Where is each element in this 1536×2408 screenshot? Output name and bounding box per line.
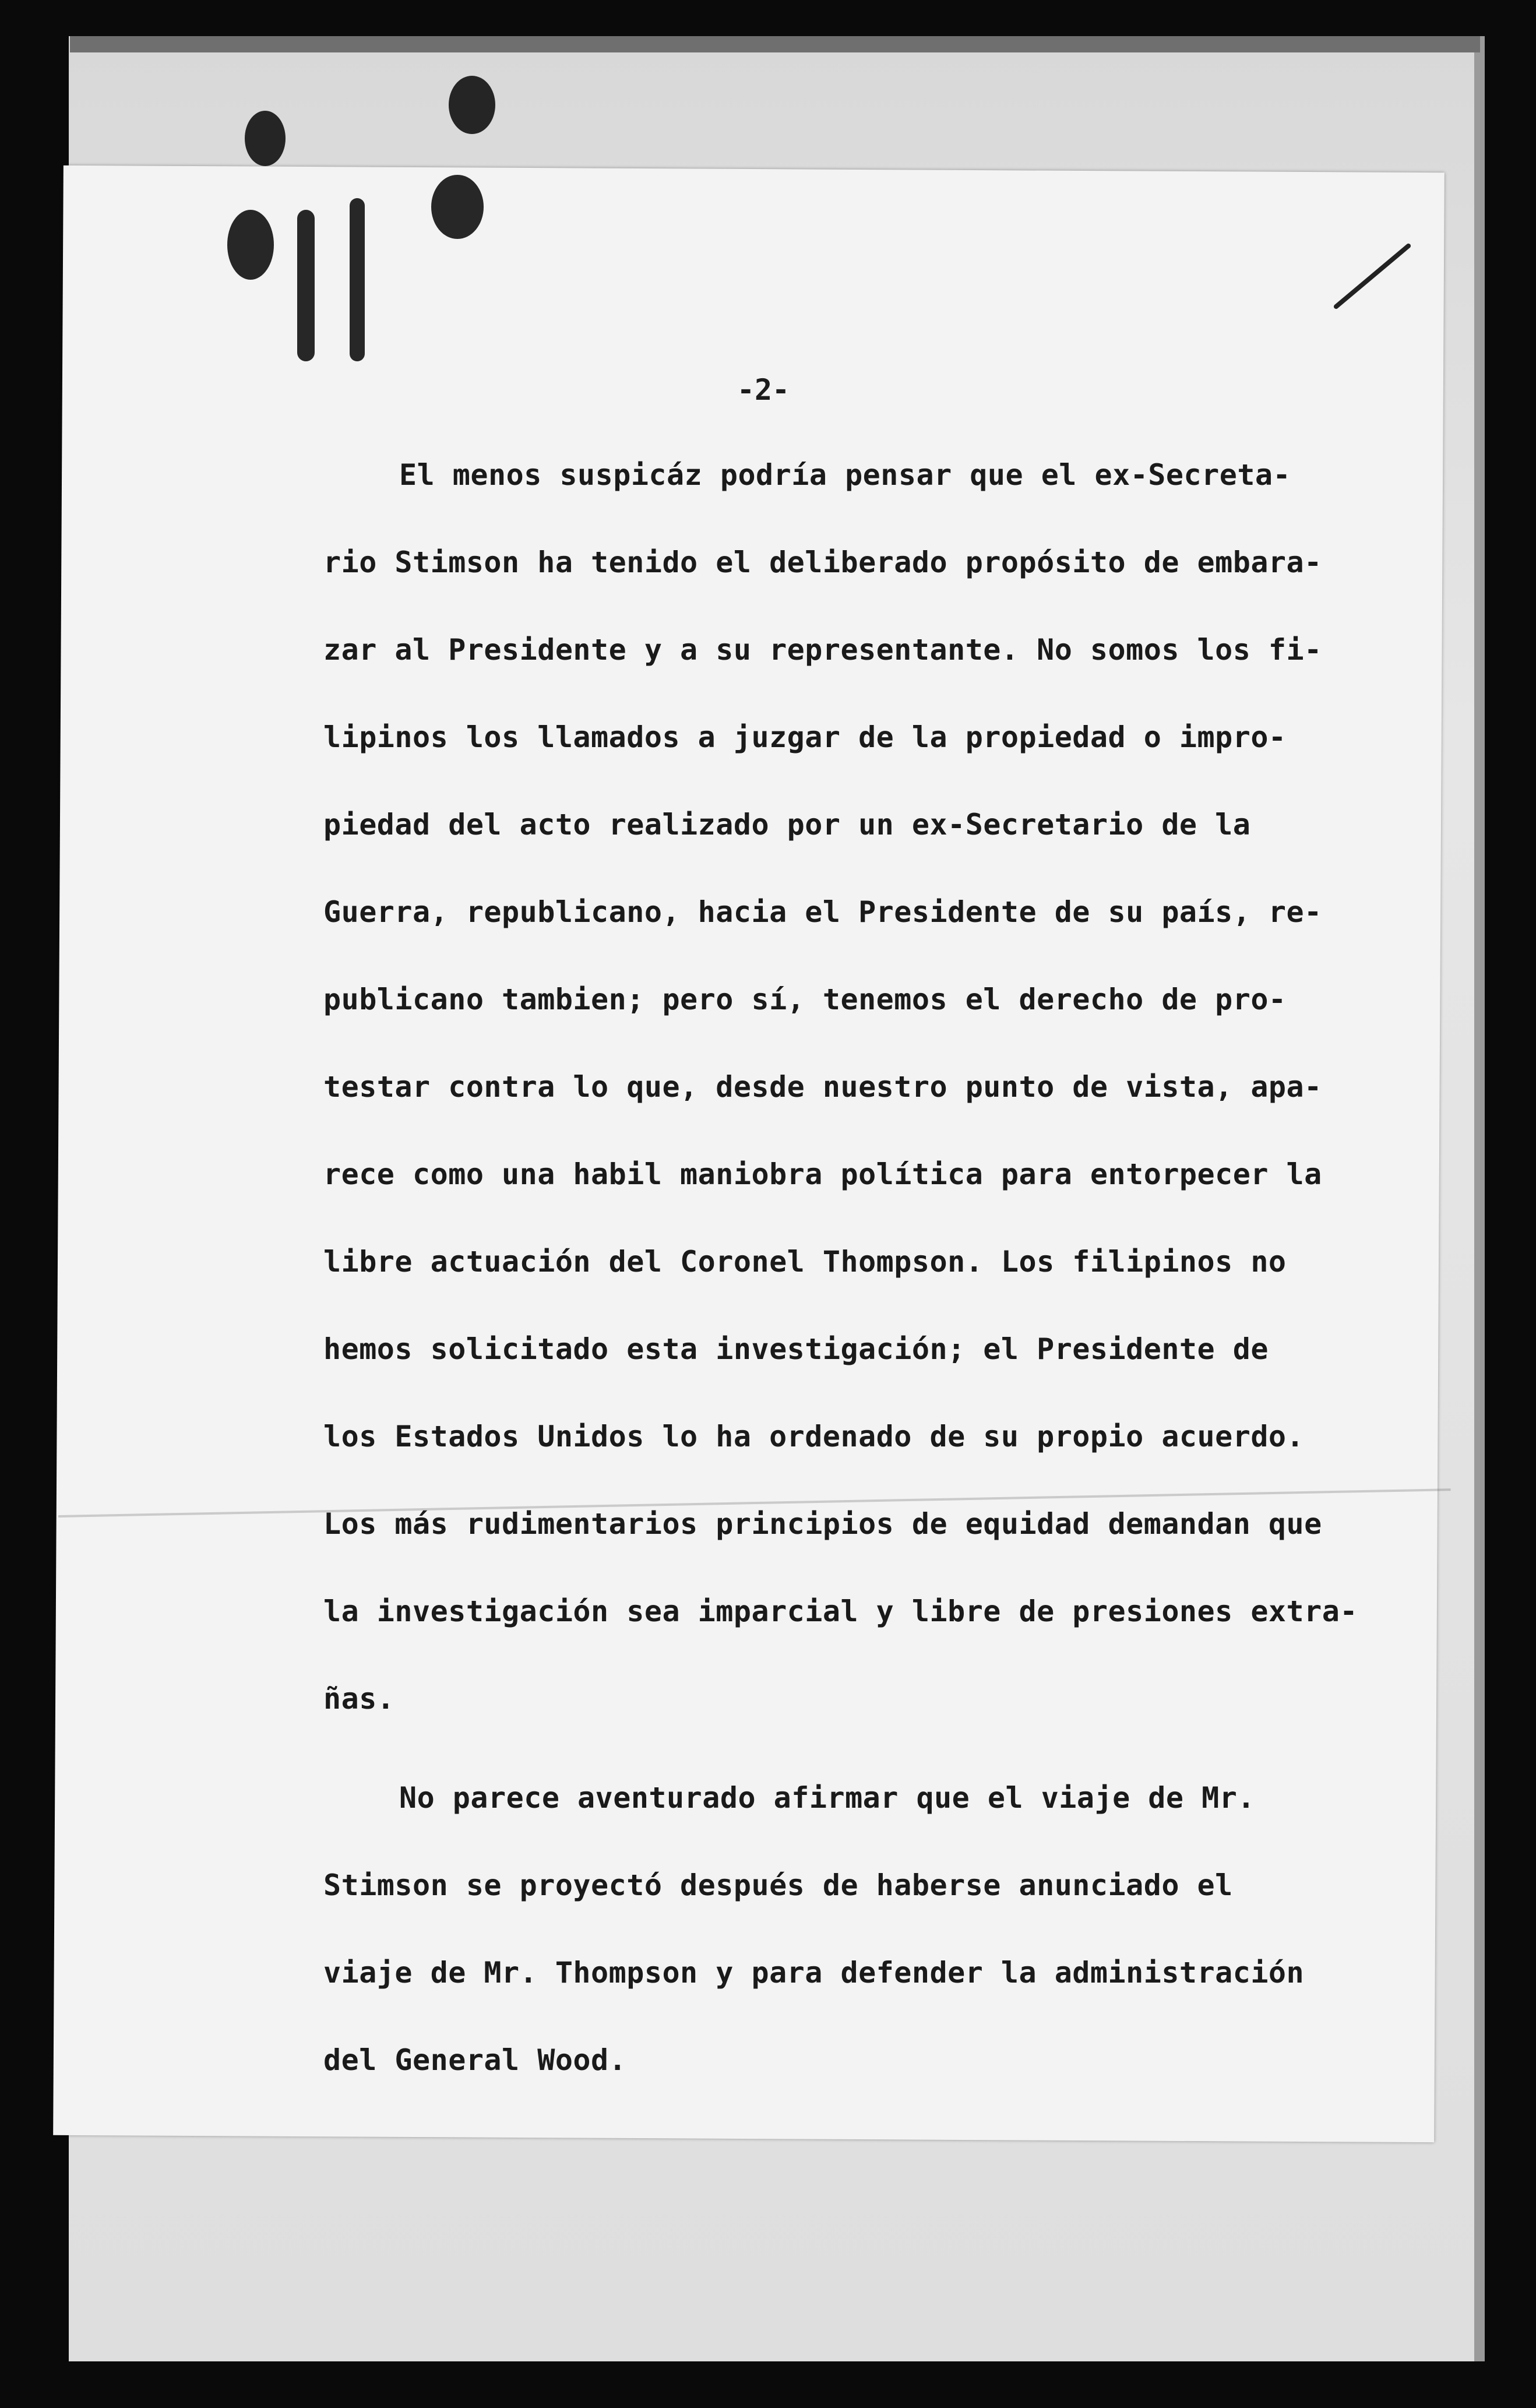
text-line: Los más rudimentarios principios de equidad demandan que bbox=[323, 1507, 1322, 1541]
paragraph-2 bbox=[323, 1754, 1349, 2104]
paragraph-1 bbox=[323, 431, 1358, 1742]
text-line: libre actuación del Coronel Thompson. Los filipinos no bbox=[323, 1245, 1287, 1279]
ink-blot bbox=[449, 76, 495, 134]
text-line: rio Stimson ha tenido el deliberado propósito de embara- bbox=[323, 545, 1322, 579]
text-line: testar contra lo que, desde nuestro punto de vista, apa- bbox=[323, 1070, 1322, 1104]
text-line: hemos solicitado esta investigación; el Presidente de bbox=[323, 1332, 1269, 1366]
text-line: rece como una habil maniobra política para entorpecer la bbox=[323, 1157, 1322, 1191]
text-line: lipinos los llamados a juzgar de la propiedad o impro- bbox=[323, 720, 1287, 754]
page-number: -2- bbox=[737, 373, 790, 407]
ink-blot bbox=[227, 210, 274, 280]
text-line: los Estados Unidos lo ha ordenado de su propio acuerdo. bbox=[323, 1420, 1305, 1453]
text-line: del General Wood. bbox=[323, 2043, 627, 2077]
ink-blot bbox=[431, 175, 484, 239]
ink-blot bbox=[297, 210, 315, 361]
text-line: Guerra, republicano, hacia el Presidente de su país, re- bbox=[323, 895, 1322, 929]
text-line: ñas. bbox=[323, 1682, 395, 1716]
ink-blot bbox=[350, 198, 365, 361]
underlying-page-edge bbox=[70, 36, 1480, 52]
text-line: piedad del acto realizado por un ex-Secretario de la bbox=[323, 808, 1251, 842]
text-line: Stimson se proyectó después de haberse anunciado el bbox=[323, 1868, 1233, 1902]
text-line: No parece aventurado afirmar que el viaje de Mr. bbox=[399, 1781, 1255, 1815]
text-line: publicano tambien; pero sí, tenemos el derecho de pro- bbox=[323, 983, 1287, 1016]
text-line: zar al Presidente y a su representante. No somos los fi- bbox=[323, 633, 1322, 667]
text-line: El menos suspicáz podría pensar que el ex-Secreta- bbox=[399, 458, 1291, 492]
ink-blot bbox=[245, 111, 286, 166]
text-line: viaje de Mr. Thompson y para defender la administración bbox=[323, 1956, 1305, 1990]
text-line: la investigación sea imparcial y libre de presiones extra- bbox=[323, 1594, 1358, 1628]
